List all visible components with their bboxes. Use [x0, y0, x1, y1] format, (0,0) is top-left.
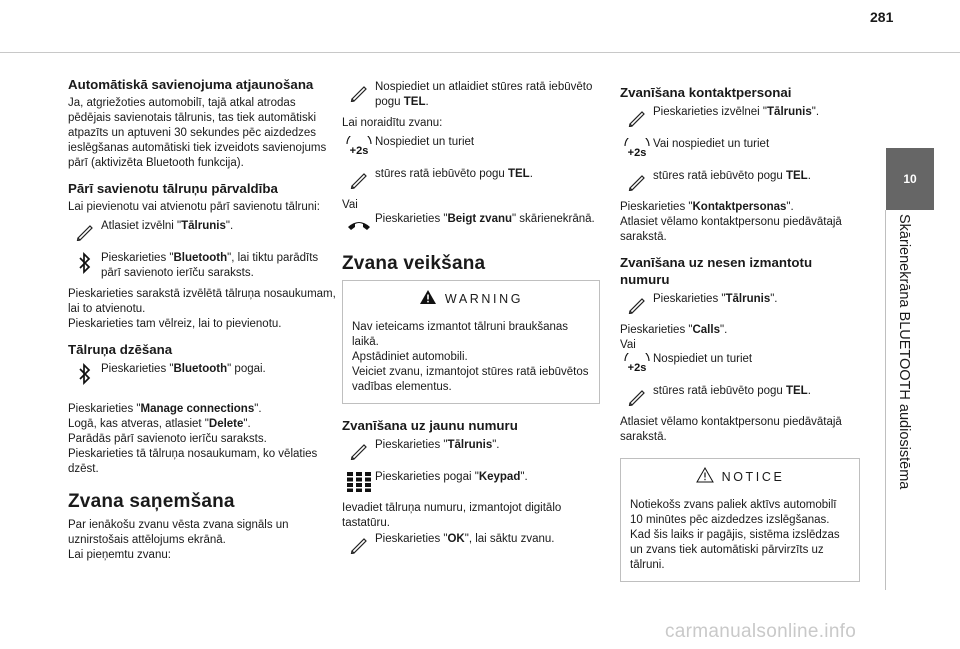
recent-line-1: Pieskarieties "Calls". [620, 324, 728, 336]
pen-icon [342, 437, 375, 463]
recent-line-2: Atlasiet vēlamo kontaktpersonu piedāvātajā sarakstā. [620, 416, 842, 443]
header-divider [0, 52, 960, 53]
receive-call-text: Par ienākošu zvanu vēsta zvana signāls un uznirstošais attēlojums ekrānā. [68, 519, 289, 546]
receive-call-text-2: Lai pieņemtu zvanu: [68, 549, 171, 561]
pen-icon [342, 79, 375, 105]
warning-title: WARNING [444, 292, 524, 306]
recent-step-2: +2s Nospiediet un turiet [620, 351, 860, 377]
new-number-step-3: Pieskarieties "OK", lai sāktu zvanu. [342, 531, 600, 557]
delete-line-3: Parādās pārī savienoto ierīču saraksts. [68, 433, 267, 445]
column-3 [620, 76, 860, 582]
auto-reconnect-text: Ja, atgriežoties automobilī, tajā atkal atrodas pēdējais savienotais tālrunis, tas tiek automātiski atpazīts un aptuveni 30 sekundes pēc aizdedzes ieslēgšanas automātiski tiek izveidots savienojums pārī (aktivizēta Bluetooth funkcija). [68, 97, 327, 169]
keypad-icon [342, 469, 375, 495]
contact-step-2: +2s Vai nospiediet un turiet [620, 136, 860, 162]
reject-step-2: stūres ratā iebūvēto pogu TEL. [342, 166, 600, 192]
reject-step-1: +2s Nospiediet un turiet [342, 134, 600, 160]
recent-step-3: stūres ratā iebūvēto pogu TEL. [620, 383, 860, 409]
delete-line-1: Pieskarieties "Manage connections". [68, 403, 262, 415]
contact-line-1: Pieskarieties "Kontaktpersonas". [620, 201, 794, 213]
new-number-heading: Zvanīšana uz jaunu numuru [342, 418, 518, 433]
watermark: carmanualsonline.info [665, 621, 857, 642]
recent-step-1: Pieskarieties "Tālrunis". [620, 291, 860, 317]
manage-phones-heading: Pārī savienotu tālruņu pārvaldība [68, 181, 278, 196]
press-hold-2s-icon [620, 136, 653, 162]
reject-step-3: Pieskarieties "Beigt zvanu" skārienekrānā. [342, 211, 600, 237]
pen-icon [342, 166, 375, 192]
warning-line-3: Veiciet zvanu, izmantojot stūres ratā iebūvētos vadības elementus. [352, 366, 589, 393]
manage-after-2: Pieskarieties tam vēlreiz, lai to pievienotu. [68, 318, 282, 330]
pen-icon [342, 531, 375, 557]
pen-icon [620, 291, 653, 317]
column-2 [342, 76, 600, 563]
new-number-text: Ievadiet tālruņa numuru, izmantojot digitālo tastatūru. [342, 502, 562, 529]
contact-step-1: Pieskarieties izvēlnei "Tālrunis". [620, 104, 860, 130]
pen-icon [68, 218, 101, 244]
pen-icon [620, 104, 653, 130]
svg-text:+2s: +2s [627, 362, 646, 374]
chapter-tab: 10 [886, 148, 934, 210]
svg-text:+2s: +2s [627, 147, 646, 159]
auto-reconnect-heading: Automātiskā savienojuma atjaunošana [68, 77, 314, 92]
or-label: Vai [342, 199, 358, 211]
manage-after-1: Pieskarieties sarakstā izvēlētā tālruņa nosaukumam, lai to atvienotu. [68, 288, 336, 315]
press-hold-2s-icon [620, 351, 653, 377]
receive-call-heading: Zvana saņemšana [68, 491, 235, 512]
recent-or-label: Vai [620, 339, 636, 351]
page-number: 281 [870, 9, 894, 25]
warning-icon [419, 289, 437, 310]
recent-number-heading: Zvanīšana uz nesen izmantotu numuru [620, 255, 813, 287]
column-1 [68, 76, 338, 563]
contact-line-2: Atlasiet vēlamo kontaktpersonu piedāvātajā sarakstā. [620, 216, 842, 243]
delete-step-1: Pieskarieties "Bluetooth" pogai. [68, 361, 338, 387]
press-hold-2s-icon [342, 134, 375, 160]
manage-intro: Lai pievienotu vai atvienotu pārī savienotu tālruni: [68, 201, 320, 213]
notice-title: NOTICE [721, 470, 785, 484]
contact-step-3: stūres ratā iebūvēto pogu TEL. [620, 168, 860, 194]
manage-step-1: Atlasiet izvēlni "Tālrunis". [68, 218, 338, 244]
notice-box [620, 458, 860, 582]
new-number-step-1: Pieskarieties "Tālrunis". [342, 437, 600, 463]
bluetooth-icon [68, 361, 101, 387]
warning-line-1: Nav ieteicams izmantot tālruni braukšanas laikā. [352, 321, 569, 348]
side-divider [885, 210, 886, 590]
answer-step: Nospiediet un atlaidiet stūres ratā iebūvēto pogu TEL. [342, 79, 600, 110]
contact-call-heading: Zvanīšana kontaktpersonai [620, 85, 792, 100]
delete-line-2: Logā, kas atveras, atlasiet "Delete". [68, 418, 251, 430]
manage-step-2: Pieskarieties "Bluetooth", lai tiktu parādīts pārī savienoto ierīču saraksts. [68, 250, 338, 281]
hang-up-icon [342, 211, 375, 237]
pen-icon [620, 383, 653, 409]
reject-label: Lai noraidītu zvanu: [342, 117, 443, 129]
new-number-step-2: Pieskarieties pogai "Keypad". [342, 469, 600, 495]
chapter-title: Skārienekrāna BLUETOOTH audiosistēma [896, 214, 912, 490]
svg-text:+2s: +2s [349, 145, 368, 157]
delete-line-4: Pieskarieties tā tālruņa nosaukumam, ko vēlaties dzēst. [68, 448, 318, 475]
warning-line-2: Apstādiniet automobili. [352, 351, 468, 363]
pen-icon [620, 168, 653, 194]
delete-phone-heading: Tālruņa dzēšana [68, 342, 173, 357]
notice-text: Notiekošs zvans paliek aktīvs automobilī 10 minūtes pēc aizdedzes izslēgšanas. Kad šis laiks ir pagājis, sistēma izslēdzas un zvans tiek automātiski pārvirzīts uz tālruni. [630, 499, 840, 571]
bluetooth-icon [68, 250, 101, 276]
making-call-heading: Zvana veikšana [342, 253, 486, 274]
notice-icon [696, 467, 714, 488]
warning-box [342, 280, 600, 404]
